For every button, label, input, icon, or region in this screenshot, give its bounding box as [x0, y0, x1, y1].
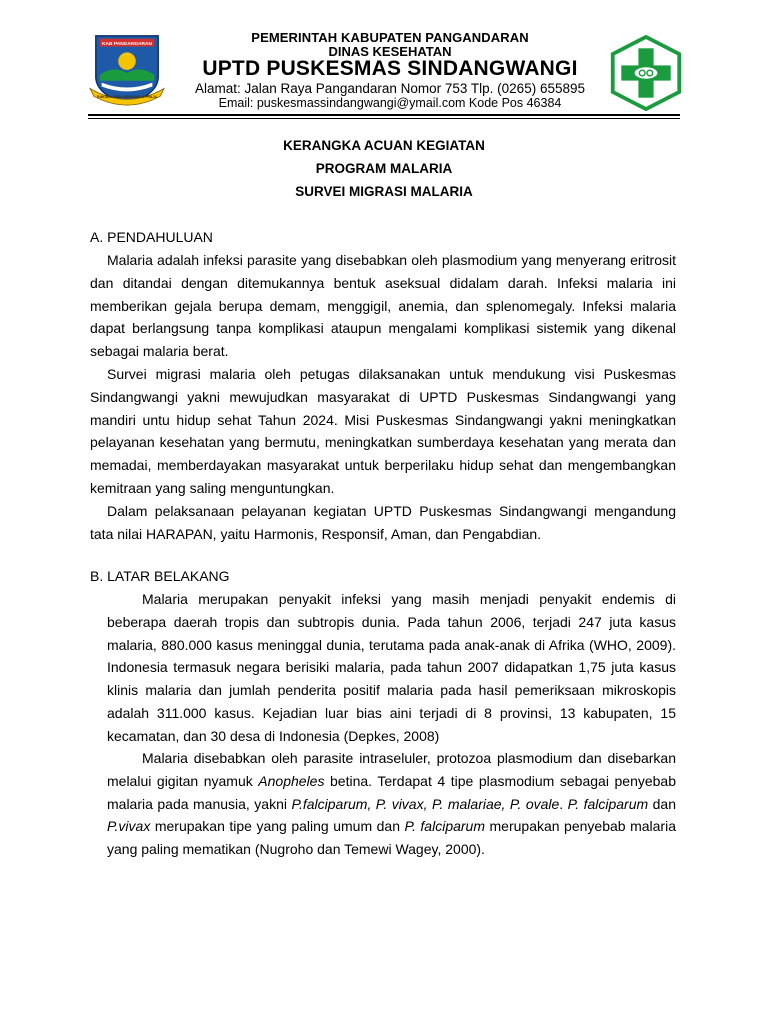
- text-run: dan: [648, 795, 676, 812]
- puskesmas-logo-icon: [608, 35, 684, 111]
- italic-term: P.falciparum, P. vivax, P. malariae, P. ovale: [291, 795, 560, 812]
- regency-crest-icon: [88, 30, 166, 108]
- letterhead-rule-thick: [88, 114, 680, 116]
- text-run: merupakan tipe yang paling umum dan: [150, 818, 405, 835]
- paragraph-a2: Survei migrasi malaria oleh petugas dilaksanakan untuk mendukung visi Puskesmas Sindangwangi yakni mewujudkan masyarakat di UPTD Puskesmas Sindangwangi yang mandiri untu hidup sehat Tahun 2024. Misi Puskesmas Sindangwangi yakni meningkatkan pelayanan kesehatan yang bermutu, meningkatkan sumberdaya kesehatan yang merata dan memadai, memberdayakan masyarakat untuk berperilaku hidup sehat dan mengembangkan kemitraan yang saling menguntungkan.: [90, 366, 676, 496]
- paragraph-a1: Malaria adalah infeksi parasite yang disebabkan oleh plasmodium yang menyerang eritrosit dan ditandai dengan ditemukannya bentuk aseksual didalam darah. Infeksi malaria ini memberikan gejala berupa demam, menggigil, anemia, dan splenomegaly. Infeksi malaria dapat berlangsung tanpa komplikasi ataupun mengalami komplikasi sistemik yang dikenal sebagai malaria berat.: [90, 252, 676, 360]
- doc-title-2: PROGRAM MALARIA: [315, 161, 453, 176]
- italic-term: P. falciparum: [404, 818, 485, 835]
- italic-term: P. falciparum: [567, 795, 649, 812]
- text-run: .: [559, 795, 568, 812]
- letterhead-department: DINAS KESEHATAN: [328, 44, 452, 59]
- section-b-heading: B. LATAR BELAKANG: [90, 568, 230, 584]
- text-run: merupakan penyebab malaria yang paling mematikan (Nugroho dan Temewi Wagey, 2000).: [107, 818, 676, 858]
- doc-title-3: SURVEI MIGRASI MALARIA: [295, 184, 473, 199]
- doc-title-1: KERANGKA ACUAN KEGIATAN: [283, 138, 485, 153]
- letterhead-institution: UPTD PUSKESMAS SINDANGWANGI: [202, 57, 578, 80]
- paragraph-b1: Malaria merupakan penyakit infeksi yang masih menjadi penyakit endemis di beberapa daerah tropis dan subtropis dunia. Pada tahun 2006, terjadi 247 juta kasus malaria, 880.000 kasus meninggal dunia, terutama pada anak-anak di Afrika (WHO, 2009). Indonesia termasuk negara berisiki malaria, pada tahun 2007 didapatkan 1,75 juta kasus klinis malaria dan jumlah penderita positif malaria pada hasil pemeriksaan mikroskopis adalah 311.000 kasus. Kejadian luar bias aini terjadi di 8 provinsi, 13 kabupaten, 15 kecamatan, dan 30 desa di Indonesia (Depkes, 2008): [107, 591, 676, 744]
- letterhead-email: Email: puskesmassindangwangi@ymail.com Kode Pos 46384: [218, 96, 562, 110]
- text-run: Malaria disebabkan oleh parasite intraseluler, protozoa plasmodium dan disebarkan melalui gigitan nyamuk: [107, 750, 676, 789]
- letterhead-rule-thin: [88, 118, 680, 119]
- text-run: betina. Terdapat 4 tipe plasmodium sebagai penyebab malaria pada manusia, yakni: [107, 772, 676, 812]
- italic-term: P.vivax: [107, 818, 151, 835]
- svg-text:KAB PANGANDARAN: KAB PANGANDARAN: [101, 42, 153, 48]
- letterhead-address: Alamat: Jalan Raya Pangandaran Nomor 753 Tlp. (0265) 655895: [195, 81, 585, 96]
- svg-text:RAKSA KARSA MANGGALA PRAJA: RAKSA KARSA MANGGALA PRAJA: [97, 95, 157, 100]
- paragraph-a3: Dalam pelaksanaan pelayanan kegiatan UPTD Puskesmas Sindangwangi mengandung tata nilai HARAPAN, yaitu Harmonis, Responsif, Aman, dan Pengabdian.: [90, 503, 676, 542]
- section-a-heading: A. PENDAHULUAN: [90, 229, 213, 245]
- italic-term: Anopheles: [258, 772, 325, 789]
- letterhead-government: PEMERINTAH KABUPATEN PANGANDARAN: [251, 30, 529, 45]
- paragraph-b2: [107, 747, 676, 861]
